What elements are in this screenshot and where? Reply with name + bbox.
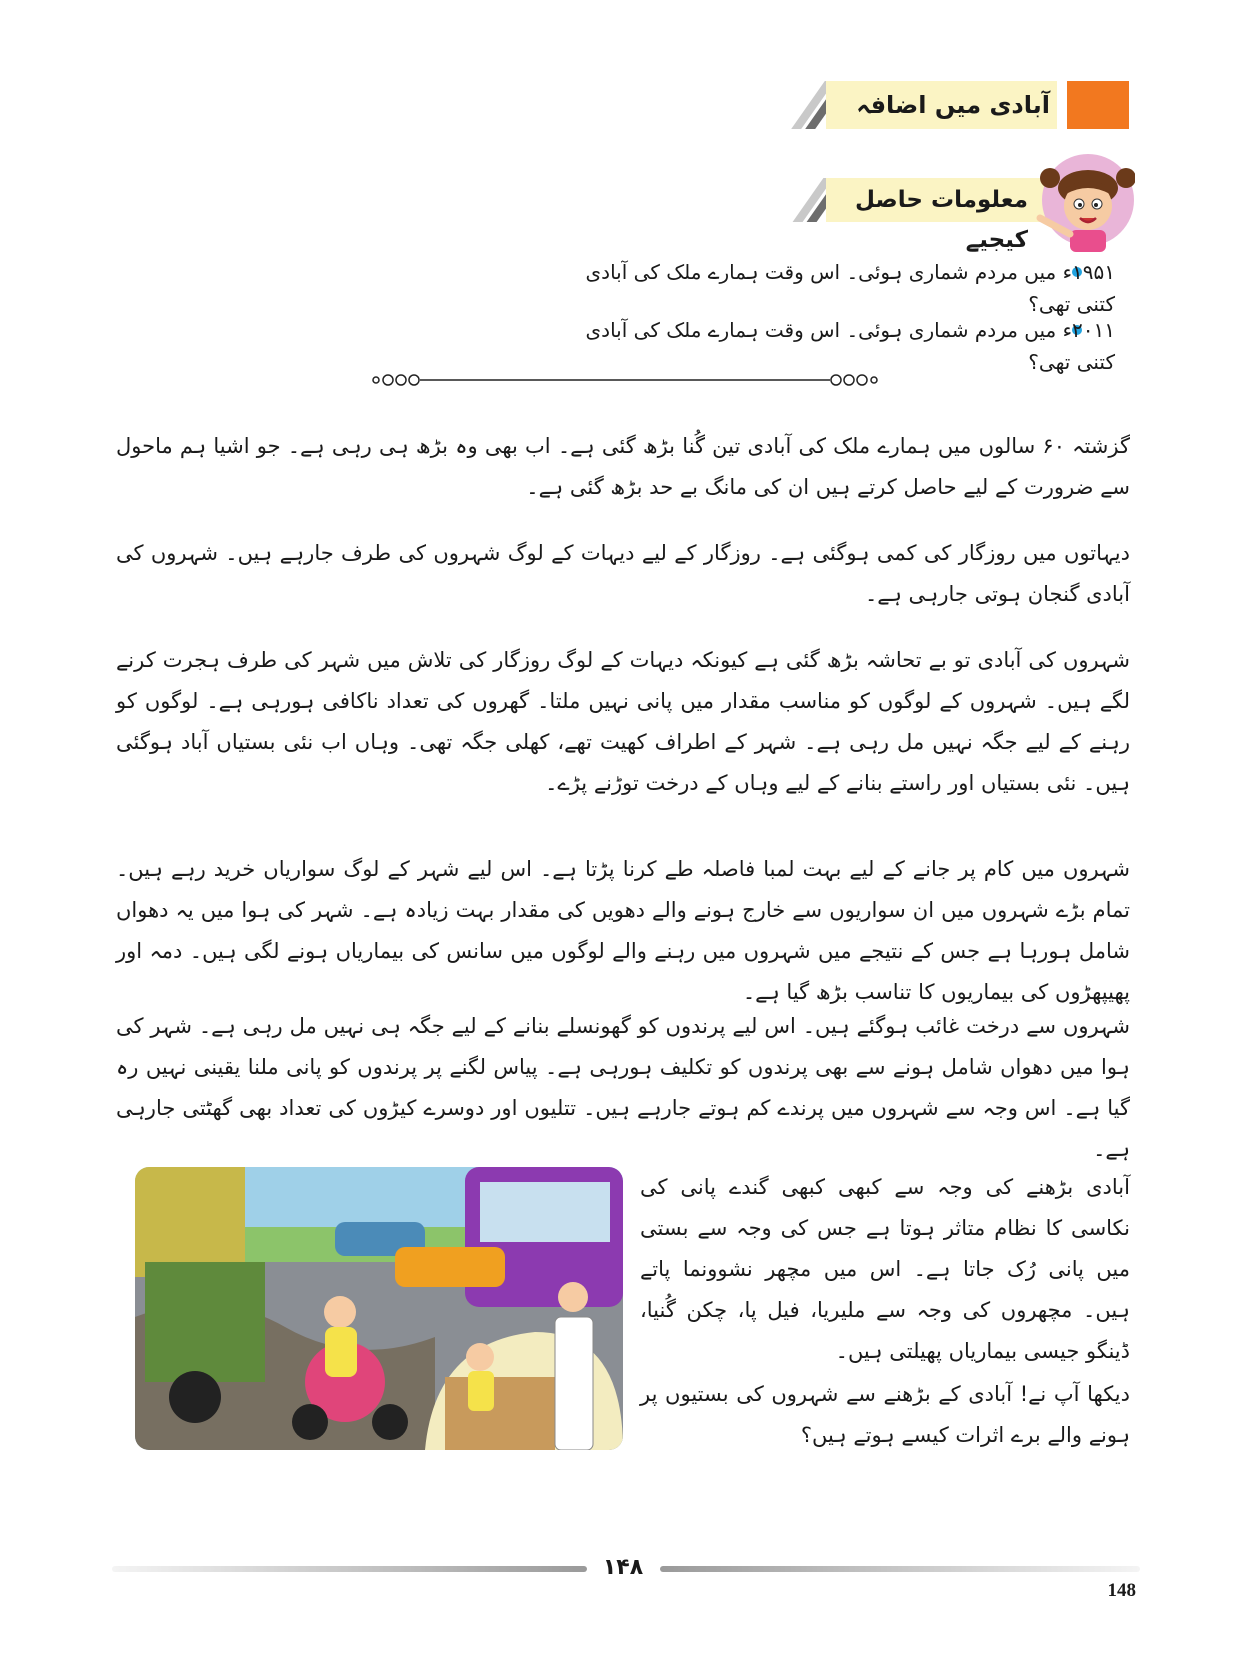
footer-rule — [660, 1566, 1140, 1572]
body-paragraph: دیہاتوں میں روزگار کی کمی ہوگئی ہے۔ روزگار کے لیے دیہات کے لوگ شہروں کی طرف جارہے ہیں۔ شہروں کی آبادی گنجان ہوتی جارہی ہے۔ — [116, 541, 1130, 606]
body-paragraph: شہروں میں کام پر جانے کے لیے بہت لمبا فاصلہ طے کرنا پڑتا ہے۔ اس لیے شہر کے لوگ سواریاں خرید رہے ہیں۔ تمام بڑے شہروں میں ان سواریوں سے خارج ہونے والے دھویں کی مقدار بہت زیادہ ہے۔ شہر کی ہوا میں یہ دھواں شامل ہورہا ہے جس کے نتیجے میں شہروں میں رہنے والے لوگوں میں سانس کی بیماریاں ہونے لگی ہیں۔ دمہ اور پھیپھڑوں کی بیماریوں کا تناسب بڑھ گیا ہے۔ — [116, 857, 1130, 1004]
girl-mascot-icon — [1030, 148, 1135, 260]
side-paragraph: دیکھا آپ نے! آبادی کے بڑھنے سے شہروں کی بستیوں پر ہونے والے برے اثرات کیسے ہوتے ہیں؟ — [640, 1382, 1130, 1447]
side-paragraph: آبادی بڑھنے کی وجہ سے کبھی کبھی گندے پانی کی نکاسی کا نظام متاثر ہوتا ہے جس کی وجہ سے بستی میں پانی رُک جاتا ہے۔ اس میں مچھر نشوونما پاتے ہیں۔ مچھروں کی وجہ سے ملیریا، فیل پا، چکن گُنیا، ڈینگو جیسی بیماریاں پھیلتی ہیں۔ — [640, 1175, 1130, 1363]
footer-rule — [112, 1566, 587, 1572]
header-accent-block — [1067, 81, 1129, 129]
question-item: ۱۹۵۱ء میں مردم شماری ہوئی۔ اس وقت ہمارے ملک کی آبادی کتنی تھی؟ — [585, 260, 1115, 316]
city-pollution-illustration — [135, 1167, 623, 1450]
page-number: 148 — [1107, 1580, 1136, 1601]
activity-title: معلومات حاصل کیجیے — [855, 187, 1028, 253]
body-paragraph: گزشتہ ۶۰ سالوں میں ہمارے ملک کی آبادی تین گُنا بڑھ گئی ہے۔ اب بھی وہ بڑھ ہی رہی ہے۔ جو اشیا ہم ماحول سے ضرورت کے لیے حاصل کرتے ہیں ان کی مانگ بے حد بڑھ گئی ہے۔ — [116, 434, 1130, 499]
question-item: ۲۰۱۱ء میں مردم شماری ہوئی۔ اس وقت ہمارے ملک کی آبادی کتنی تھی؟ — [585, 318, 1115, 374]
page-number-urdu: ۱۴۸ — [602, 1555, 644, 1580]
ornament-divider — [370, 370, 880, 390]
body-paragraph: شہروں سے درخت غائب ہوگئے ہیں۔ اس لیے پرندوں کو گھونسلے بنانے کے لیے جگہ ہی نہیں مل رہی ہے۔ شہر کی ہوا میں دھواں شامل ہونے سے بھی پرندوں کو تکلیف ہورہی ہے۔ پیاس لگنے پر پرندوں کو پانی ملنا یقینی نہیں رہ گیا ہے۔ اس وجہ سے شہروں میں پرندے کم ہوتے جارہے ہیں۔ تتلیوں اور دوسرے کیڑوں کی تعداد بھی گھٹتی جارہی ہے۔ — [116, 1014, 1130, 1161]
section-title: آبادی میں اضافہ — [856, 91, 1050, 119]
body-paragraph: شہروں کی آبادی تو بے تحاشہ بڑھ گئی ہے کیونکہ دیہات کے لوگ روزگار کی تلاش میں شہر کی طرف ہجرت کرنے لگے ہیں۔ شہروں کے لوگوں کو مناسب مقدار میں پانی نہیں ملتا۔ گھروں کی تعداد ناکافی ہورہی ہے۔ لوگوں کو رہنے کے لیے جگہ نہیں مل رہی ہے۔ شہر کے اطراف کھیت تھے، کھلی جگہ تھی۔ وہاں اب نئی بستیاں آباد ہوگئی ہیں۔ نئی بستیاں اور راستے بنانے کے لیے وہاں کے درخت توڑنے پڑے۔ — [116, 648, 1130, 795]
